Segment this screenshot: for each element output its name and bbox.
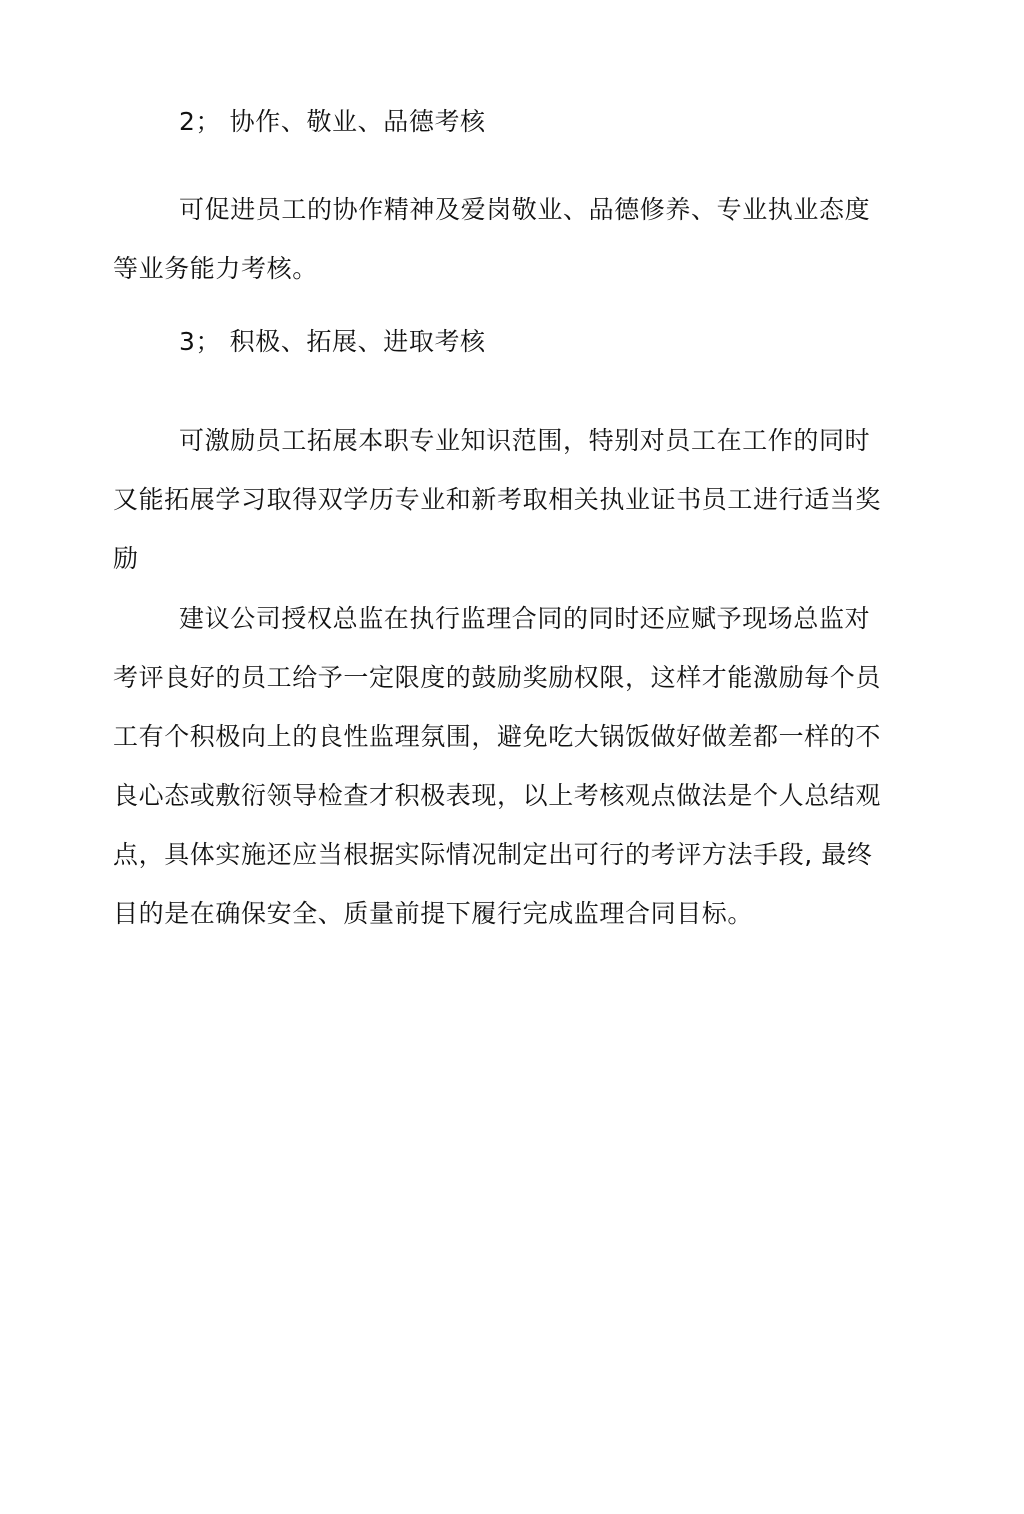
section-2-heading: 2； 协作、敬业、品德考核 [179,107,486,136]
recommendation-paragraph: 建议公司授权总监在执行监理合同的同时还应赋予现场总监对考评良好的员工给予一定限度的鼓励奖励权限，这样才能激励每个员工有个积极向上的良性监理氛围，避免吃大锅饭做好做差都一样的不良心态或敷衍领导检查才积极表现，以上考核观点做法是个人总结观点，具体实施还应当根据实际情况制定出可行的考评方法手段, 最终目的是在确保安全、质量前提下履行完成监理合同目标。 [113,604,882,928]
section-2-body: 可促进员工的协作精神及爱岗敬业、品德修养、专业执业态度等业务能力考核。 [113,195,871,283]
section-3-body: 可激励员工拓展本职专业知识范围，特别对员工在工作的同时又能拓展学习取得双学历专业和新考取相关执业证书员工进行适当奖励 [113,426,882,573]
section-3-heading: 3； 积极、拓展、进取考核 [179,327,486,356]
